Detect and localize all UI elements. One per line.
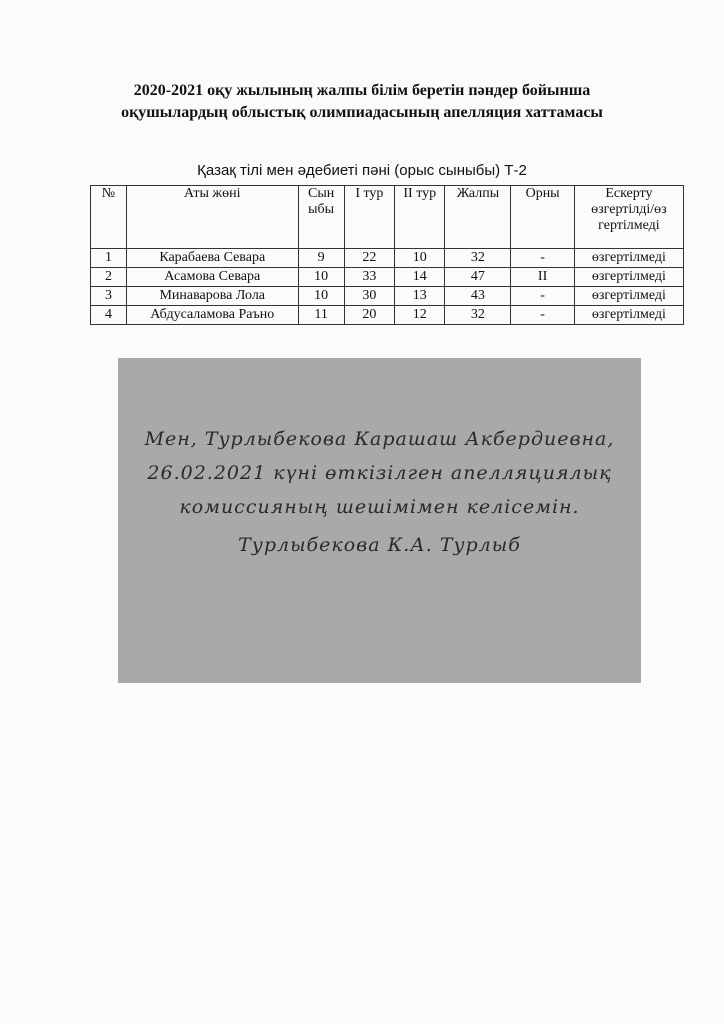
results-table xyxy=(90,185,684,325)
cell-total: 47 xyxy=(445,268,511,287)
cell-total: 43 xyxy=(445,287,511,306)
table-row xyxy=(91,287,684,306)
cell-name: Асамова Севара xyxy=(126,268,298,287)
subject-caption: Қазақ тілі мен әдебиеті пәні (орыс сыныбы) Т-2 xyxy=(197,162,527,179)
cell-place: II xyxy=(511,268,574,287)
cell-round1: 22 xyxy=(344,249,394,268)
cell-round2: 12 xyxy=(395,306,445,325)
table-row xyxy=(91,306,684,325)
cell-note: өзгертілмеді xyxy=(574,287,683,306)
cell-round2: 14 xyxy=(395,268,445,287)
header-number: № xyxy=(91,186,127,249)
handwritten-line: Мен, Турлыбекова Карашаш Акбердиевна, xyxy=(144,428,615,450)
handwritten-line: комиссияның шешімімен келісемін. xyxy=(179,496,580,518)
handwritten-statement-image xyxy=(118,358,641,683)
cell-total: 32 xyxy=(445,249,511,268)
cell-place: - xyxy=(511,306,574,325)
header-note: Ескерту өзгертілді/өз гертілмеді xyxy=(574,186,683,249)
document-title-line1: 2020-2021 оқу жылының жалпы білім беретін пәндер бойынша xyxy=(133,82,591,99)
header-place: Орны xyxy=(511,186,574,249)
header-round2: II тур xyxy=(395,186,445,249)
cell-round2: 10 xyxy=(395,249,445,268)
cell-round2: 13 xyxy=(395,287,445,306)
cell-note: өзгертілмеді xyxy=(574,306,683,325)
cell-grade: 9 xyxy=(298,249,344,268)
cell-round1: 30 xyxy=(344,287,394,306)
cell-number: 1 xyxy=(91,249,127,268)
document-title-line2: оқушылардың облыстық олимпиадасының апелляция хаттамасы xyxy=(121,104,603,121)
cell-number: 2 xyxy=(91,268,127,287)
handwritten-signature: Турлыбекова К.А. Турлыб xyxy=(238,534,521,556)
header-grade: Сын ыбы xyxy=(298,186,344,249)
cell-name: Минаварова Лола xyxy=(126,287,298,306)
cell-number: 4 xyxy=(91,306,127,325)
handwritten-line: 26.02.2021 күні өткізілген апелляциялық xyxy=(147,462,612,484)
header-total: Жалпы xyxy=(445,186,511,249)
cell-round1: 33 xyxy=(344,268,394,287)
cell-place: - xyxy=(511,287,574,306)
cell-round1: 20 xyxy=(344,306,394,325)
cell-total: 32 xyxy=(445,306,511,325)
header-name: Аты жөні xyxy=(126,186,298,249)
cell-number: 3 xyxy=(91,287,127,306)
table-row xyxy=(91,249,684,268)
cell-name: Карабаева Севара xyxy=(126,249,298,268)
table-header-row xyxy=(91,186,684,249)
table-row xyxy=(91,268,684,287)
cell-grade: 11 xyxy=(298,306,344,325)
cell-grade: 10 xyxy=(298,287,344,306)
cell-note: өзгертілмеді xyxy=(574,249,683,268)
cell-name: Абдусаламова Раъно xyxy=(126,306,298,325)
cell-grade: 10 xyxy=(298,268,344,287)
header-round1: I тур xyxy=(344,186,394,249)
cell-place: - xyxy=(511,249,574,268)
cell-note: өзгертілмеді xyxy=(574,268,683,287)
